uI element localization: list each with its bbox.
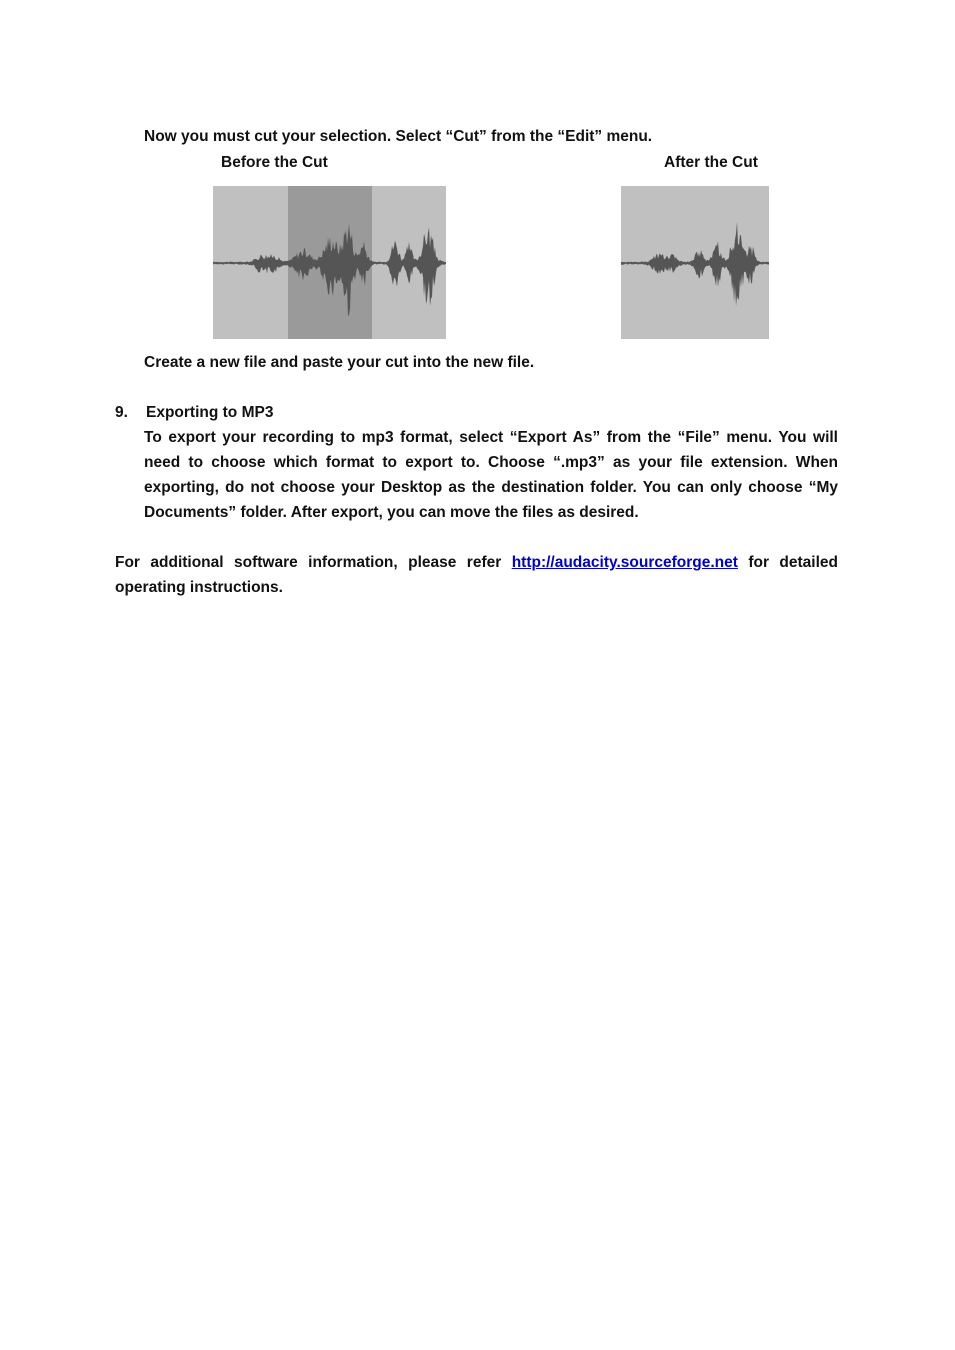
paste-instruction: Create a new file and paste your cut into the new file. xyxy=(144,354,535,371)
intro-text: Now you must cut your selection. Select “Cut” from the “Edit” menu. xyxy=(144,128,653,145)
export-line: To export your recording to mp3 format, select “Export As” from the “File” menu. You will xyxy=(144,429,838,446)
section-number: 9. xyxy=(115,404,128,421)
before-cut-caption: Before the Cut xyxy=(221,154,328,171)
export-instructions xyxy=(144,425,838,525)
footer-note xyxy=(115,550,838,600)
after-cut-waveform-image xyxy=(621,186,769,339)
footer-text-before-link: For additional software information, please refer xyxy=(115,554,502,571)
footer-text-after-link: for detailed xyxy=(748,554,838,571)
export-line: exporting, do not choose your Desktop as the destination folder. You can only choose “My xyxy=(144,479,838,496)
section-title: Exporting to MP3 xyxy=(146,404,274,421)
audacity-link[interactable]: http://audacity.sourceforge.net xyxy=(511,554,738,571)
export-line: Documents” folder. After export, you can move the files as desired. xyxy=(144,504,639,521)
footer-line-1 xyxy=(115,550,838,575)
export-line: need to choose which format to export to. Choose “.mp3” as your file extension. When xyxy=(144,454,838,471)
footer-line-2: operating instructions. xyxy=(115,579,283,596)
after-cut-caption: After the Cut xyxy=(664,154,758,171)
before-cut-waveform-image xyxy=(213,186,446,339)
